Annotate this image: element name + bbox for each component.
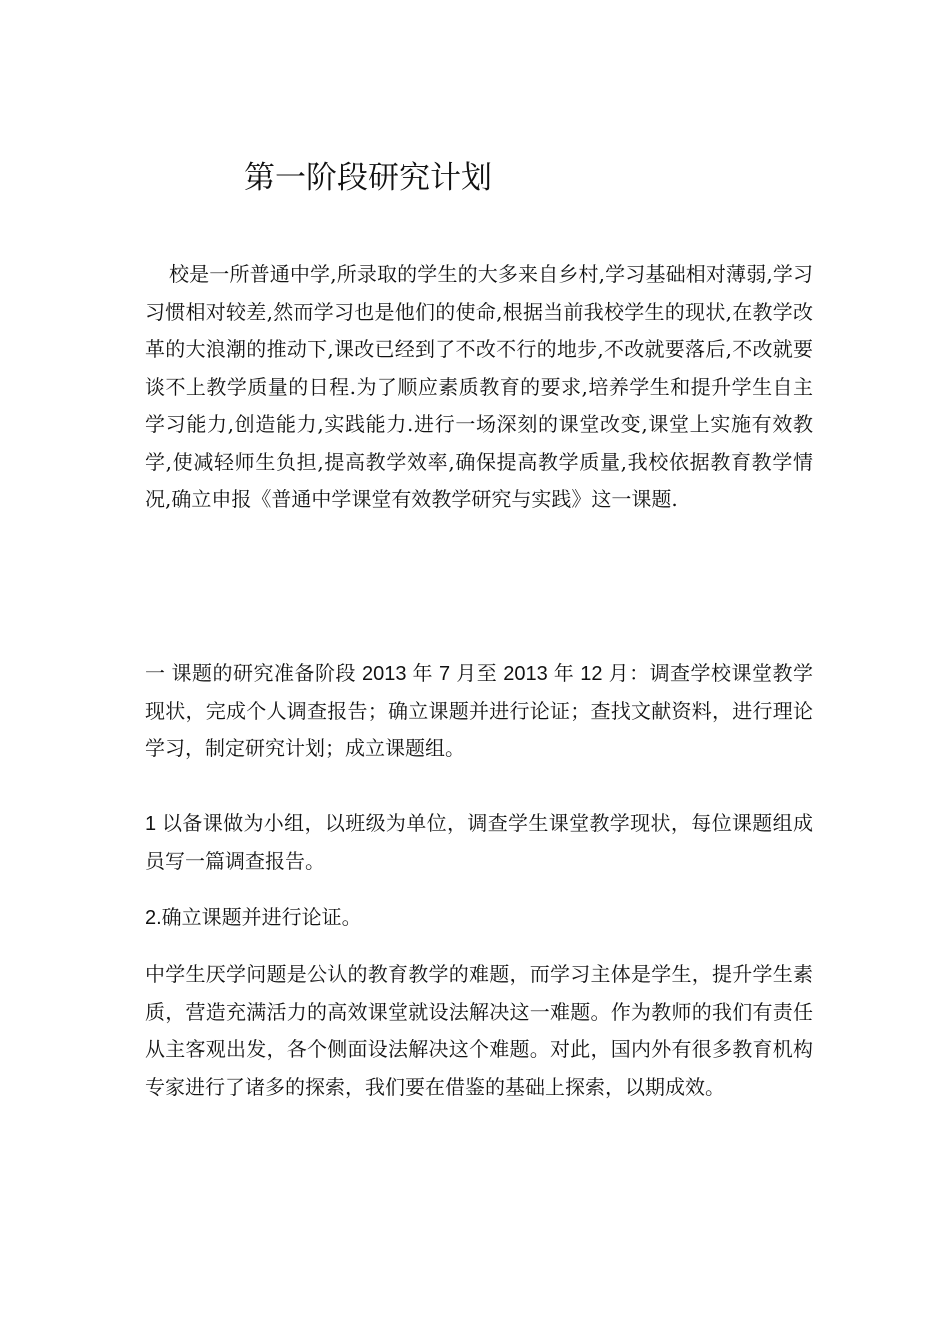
- paragraph-discussion: 中学生厌学问题是公认的教育教学的难题，而学习主体是学生，提升学生素质，营造充满活力的高效课堂就设法解决这一难题。作为教师的我们有责任从主客观出发，各个侧面设法解决这个难题。对此，国内外有很多教育机构专家进行了诸多的探索，我们要在借鉴的基础上探索，以期成效。: [145, 962, 813, 1099]
- paragraph-item-1: 1 以备课做为小组，以班级为单位，调查学生课堂教学现状，每位课题组成员写一篇调查报告。: [145, 813, 813, 873]
- document-title: 第一阶段研究计划: [244, 160, 492, 196]
- paragraph-intro: 校是一所普通中学,所录取的学生的大多来自乡村,学习基础相对薄弱,学习习惯相对较差,然而学习也是他们的使命,根据当前我校学生的现状,在教学改革的大浪潮的推动下,课改已经到了不改不行的地步,不改就要落后,不改就要谈不上教学质量的日程.为了顺应素质教育的要求,培养学生和提升学生自主学习能力,创造能力,实践能力.进行一场深刻的课堂改变,课堂上实施有效教学,使减轻师生负担,提高教学效率,确保提高教学质量,我校依据教育教学情况,确立申报《普通中学课堂有效教学研究与实践》这一课题.: [145, 262, 813, 511]
- paragraph-stage-one: 一 课题的研究准备阶段 2013 年 7 月至 2013 年 12 月：调查学校课堂教学现状，完成个人调查报告；确立课题并进行论证；查找文献资料，进行理论学习，制定研究计划；成立课题组。: [145, 663, 813, 760]
- paragraph-item-2: 2.确立课题并进行论证。: [145, 907, 362, 929]
